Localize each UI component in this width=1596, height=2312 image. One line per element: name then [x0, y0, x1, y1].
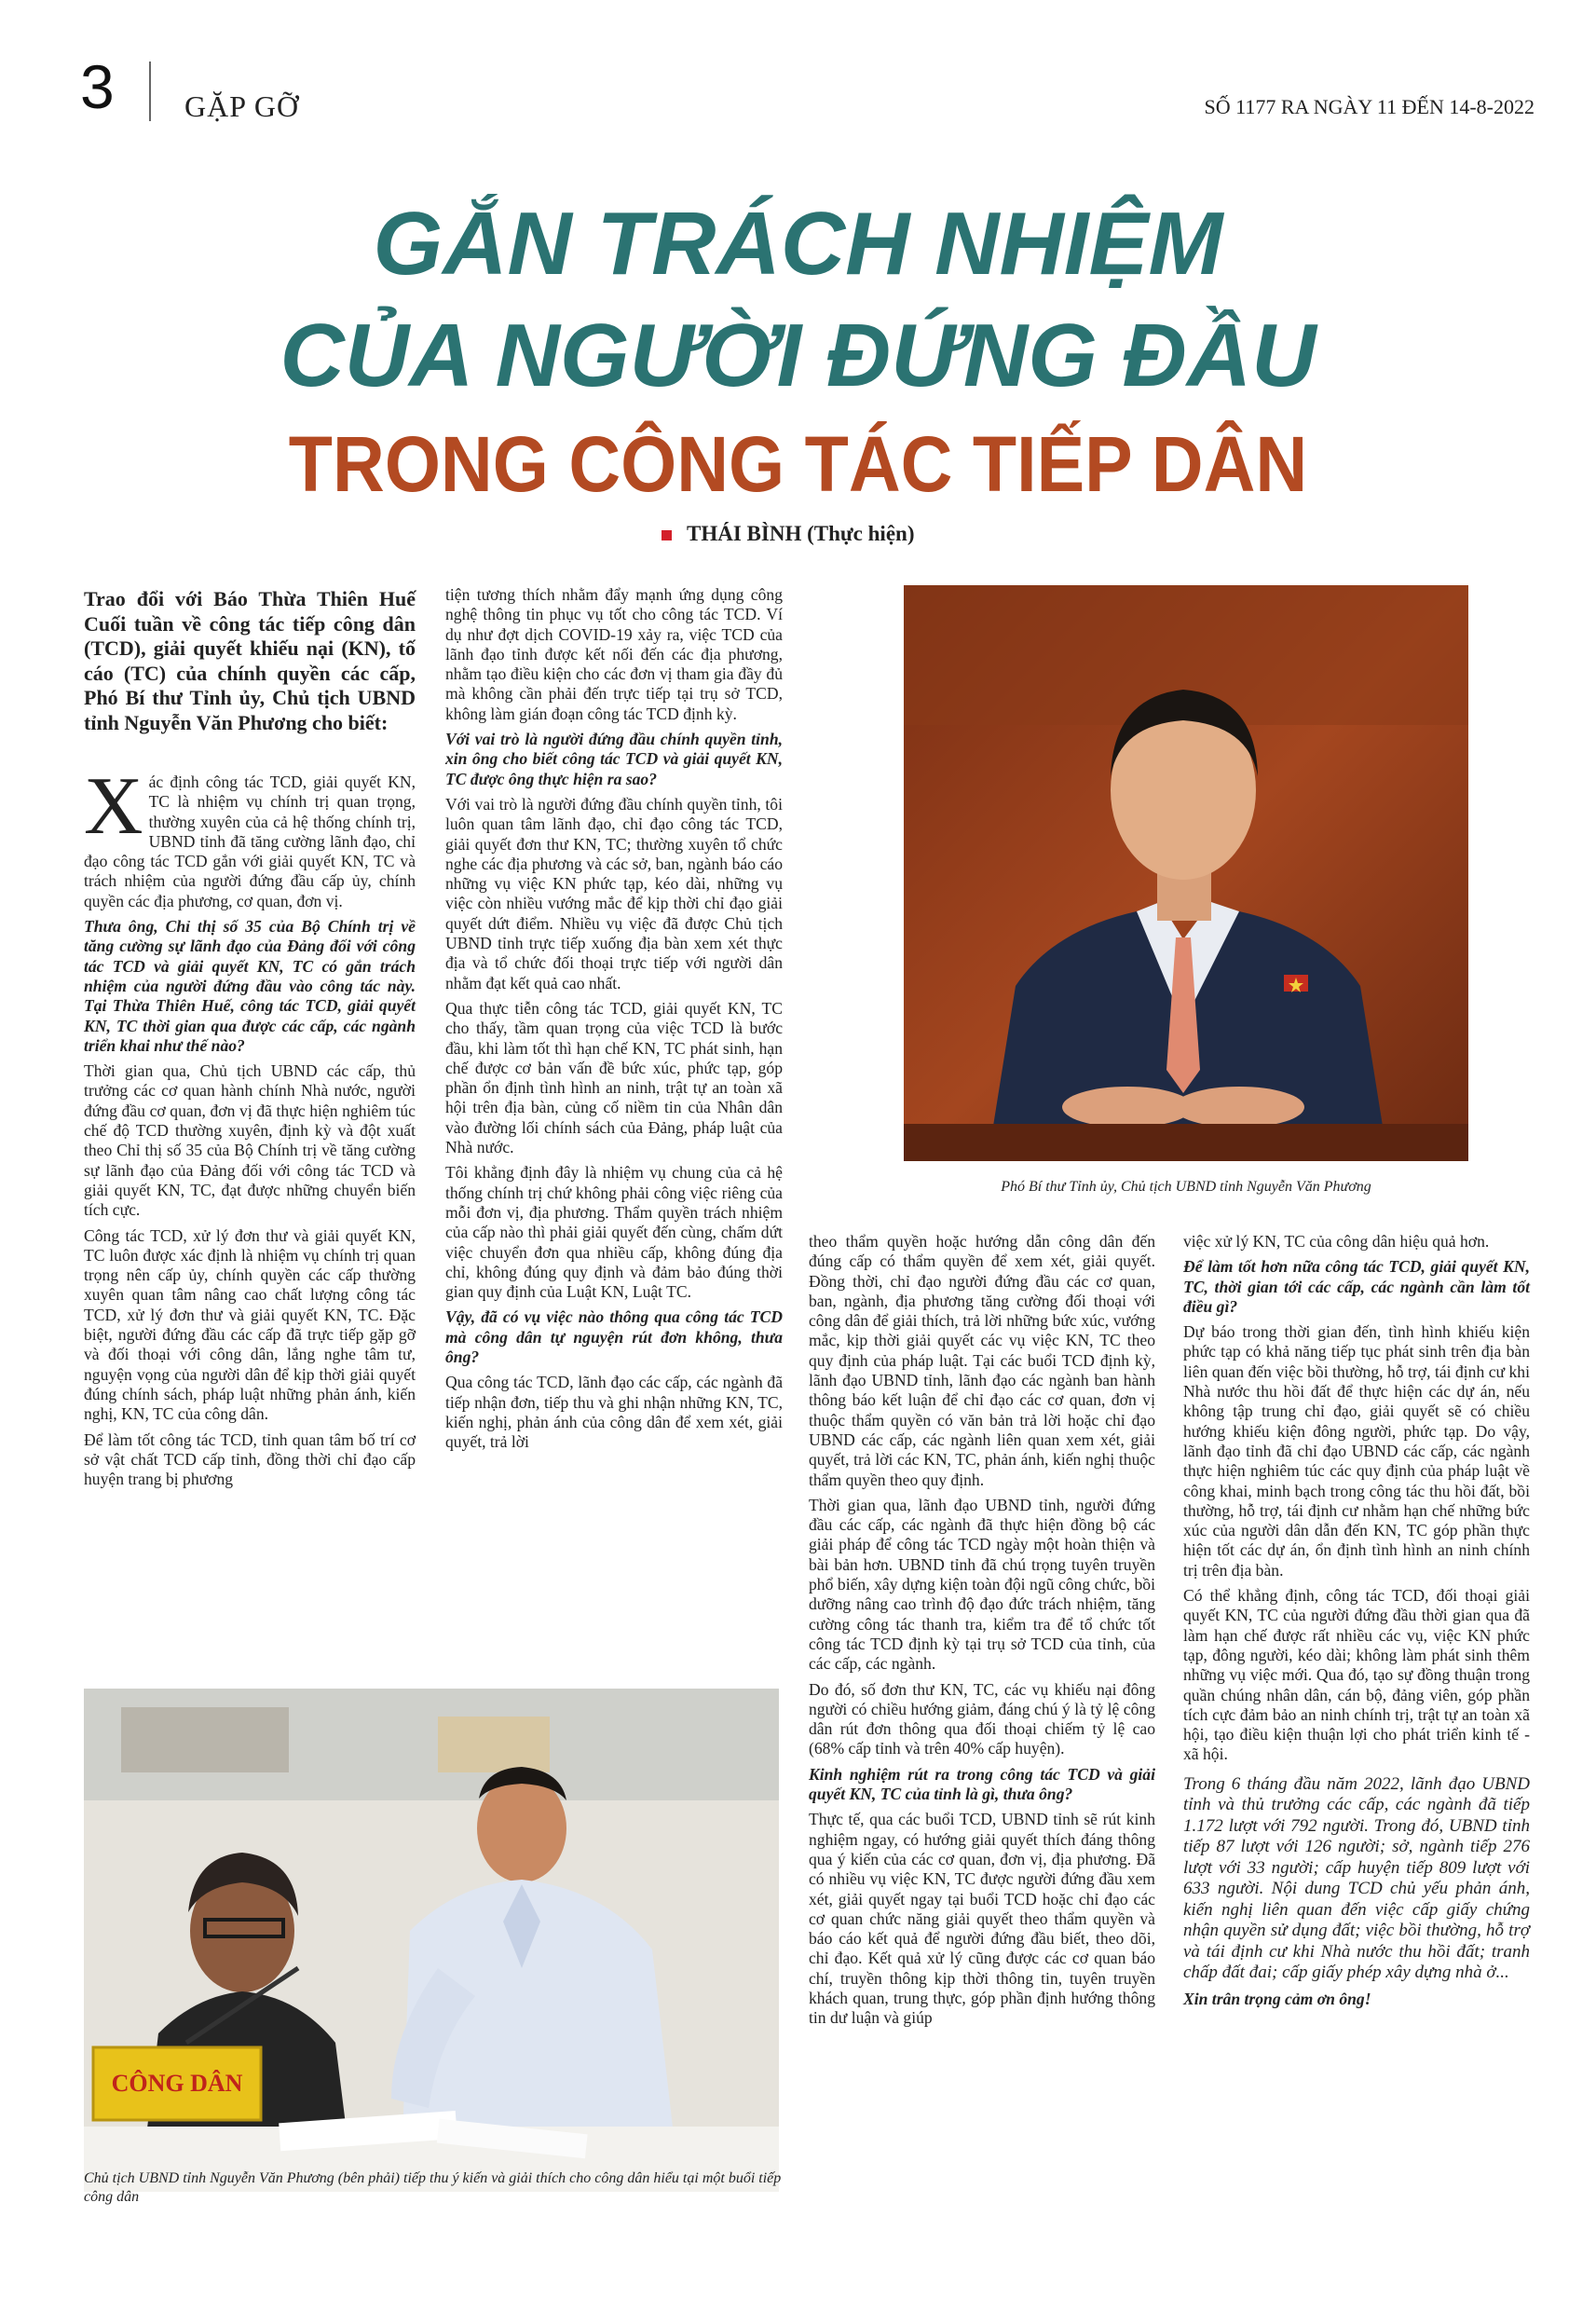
article-column-1	[84, 587, 416, 1495]
question-3: Vậy, đã có vụ việc nào thông qua công tác TCD mà công dân tự nguyện rút đơn không, thưa ông?	[445, 1307, 783, 1366]
article-lead: Trao đổi với Báo Thừa Thiên Huế Cuối tuần về công tác tiếp công dân (TCD), giải quyết khiếu nại (KN), tố cáo (TC) của chính quyền các cấp, Phó Bí thư Tỉnh ủy, Chủ tịch UBND tỉnh Nguyễn Văn Phương cho biết:	[84, 587, 416, 734]
paragraph: Qua thực tiễn công tác TCD, giải quyết KN, TC cho thấy, tầm quan trọng của việc TCD là bước đầu, khi làm tốt thì hạn chế KN, TC phát sinh, hạn chế được cơ bản vấn đề bức xúc, phức tạp, góp phần ổn định tình hình an ninh, trật tự an toàn xã hội trên địa bàn, củng cố niềm tin của Nhân dân vào đường lối chính sách của Đảng, pháp luật của Nhà nước.	[445, 998, 783, 1157]
nameplate-label: CÔNG DÂN	[111, 2070, 243, 2097]
opening-paragraph	[84, 761, 416, 911]
question-5: Để làm tốt hơn nữa công tác TCD, giải quyết KN, TC, thời gian tới các cấp, các ngành cần làm tốt điều gì?	[1183, 1257, 1530, 1316]
portrait-photo	[904, 585, 1468, 1161]
paragraph: Với vai trò là người đứng đầu chính quyền tỉnh, tôi luôn quan tâm lãnh đạo, chỉ đạo công tác TCD, giải quyết đơn thư KN, TC; thường xuyên tổ chức nghe các địa phương và các sở, ban, ngành báo cáo những vụ việc KN phức tạp, kéo dài, những vụ việc còn nhiều vướng mắc để kịp thời chỉ đạo giải quyết dứt điểm. Nhiều vụ việc đã được Chủ tịch UBND tỉnh trực tiếp xuống địa bàn xem xét thực địa và tổ chức đối thoại trực tiếp với người dân nhằm đạt kết quả cao nhất.	[445, 794, 783, 992]
portrait-illustration	[904, 585, 1468, 1161]
paragraph: Thời gian qua, lãnh đạo UBND tỉnh, người đứng đầu các cấp, các ngành đã thực hiện đồng bộ các giải pháp để công tác TCD ngày một hoàn thiện và bài bản hơn. UBND tỉnh đã chú trọng tuyên truyền phổ biến, xây dựng kiện toàn đội ngũ công chức, bồi dưỡng nâng cao trình độ đạo đức trách nhiệm, tăng cường công tác thanh tra, kiểm tra để tổ chức tốt công tác TCD định kỳ tại trụ sở TCD của tỉnh, của các cấp, các ngành.	[809, 1495, 1155, 1674]
question-1: Thưa ông, Chỉ thị số 35 của Bộ Chính trị về tăng cường sự lãnh đạo của Đảng đối với công tác TCD và giải quyết KN, TC có gắn trách nhiệm của người đứng đầu vào công tác này. Tại Thừa Thiên Huế, công tác TCD, giải quyết KN, TC thời gian qua được các cấp, các ngành triển khai như thế nào?	[84, 917, 416, 1055]
article-column-3	[809, 1232, 1155, 2034]
paragraph: Công tác TCD, xử lý đơn thư và giải quyết KN, TC luôn được xác định là nhiệm vụ chính trị quan trọng nên cấp ủy, chính quyền các cấp thường xuyên quan tâm nâng cao chất lượng công tác TCD, xử lý đơn thư và giải quyết KN, TC. Đặc biệt, người đứng đầu các cấp đã trực tiếp gặp gỡ và đối thoại với công dân, lắng nghe tâm tư, nguyện vọng của người dân để kịp thời giải quyết đúng chính sách, pháp luật những phản ánh, kiến nghị, KN, TC của công dân.	[84, 1225, 416, 1424]
paragraph: tiện tương thích nhằm đẩy mạnh ứng dụng công nghệ thông tin phục vụ tốt cho công tác TCD. Ví dụ như đợt dịch COVID-19 xảy ra, việc TCD của lãnh đạo tỉnh được kết nối đến các địa phương, nhằm tạo điều kiện cho các đơn vị tham gia đầy đủ mà không cần phải đến trực tiếp tại trụ sở TCD, không làm gián đoạn công tác TCD định kỳ.	[445, 585, 783, 723]
paragraph: Thời gian qua, Chủ tịch UBND các cấp, thủ trưởng các cơ quan hành chính Nhà nước, người đứng đầu cơ quan, đơn vị đã thực hiện nghiêm túc chế độ TCD thường xuyên, định kỳ và đột xuất theo Chỉ thị số 35 của Bộ Chính trị về tăng cường sự lãnh đạo của Đảng đối với công tác TCD và giải quyết KN, TC, đạt được những chuyển biến tích cực.	[84, 1061, 416, 1220]
issue-info: SỐ 1177 RA NGÀY 11 ĐẾN 14-8-2022	[1204, 95, 1535, 118]
question-2: Với vai trò là người đứng đầu chính quyền tỉnh, xin ông cho biết công tác TCD và giải quyết KN, TC được ông thực hiện ra sao?	[445, 730, 783, 788]
paragraph: Do đó, số đơn thư KN, TC, các vụ khiếu nại đông người có chiều hướng giảm, đáng chú ý là tỷ lệ công dân rút đơn thông qua đối thoại chiếm tỷ lệ cao (68% cấp tỉnh và trên 40% cấp huyện).	[809, 1679, 1155, 1758]
paragraph: Thực tế, qua các buổi TCD, UBND tỉnh sẽ rút kinh nghiệm ngay, có hướng giải quyết thích đáng thông qua ý kiến của các cơ quan, đơn vị, địa phương. Đã có nhiều vụ việc KN, TC được người đứng đầu xem xét, giải quyết ngay tại buổi TCD hoặc chỉ đạo các cơ quan chức năng giải quyết theo thẩm quyền và báo cáo kết quả để người đứng đầu biết, theo dõi, chỉ đạo. Kết quả xử lý cũng được các cơ quan báo chí, truyền thông kịp thời thông tin, tuyên truyền khách quan, trung thực, góp phần định hướng thông tin dư luận và giúp	[809, 1810, 1155, 2028]
header-divider	[149, 62, 151, 121]
article-column-4	[1183, 1232, 1530, 2015]
section-name: GẶP GỠ	[184, 89, 300, 123]
paragraph: theo thẩm quyền hoặc hướng dẫn công dân đến đúng cấp có thẩm quyền để xem xét, giải quyết. Đồng thời, chỉ đạo người đứng đầu các cơ quan, ban, ngành, địa phương tăng cường đối thoại với công dân để giải thích, trả lời những bức xúc, vướng mắc, kịp thời giải quyết các vụ việc KN, TC theo quy định của pháp luật. Tại các buổi TCD định kỳ, lãnh đạo UBND tỉnh, lãnh đạo các ngành ban hành thông báo kết luận để chỉ đạo các cơ quan, đơn vị thuộc thẩm quyền có văn bản trả lời hoặc chỉ đạo UBND các cấp, các ngành liên quan xem xét, giải quyết, trả lời các KN, TC, phản ánh, kiến nghị thuộc thẩm quyền theo quy định.	[809, 1232, 1155, 1489]
paragraph: Có thể khẳng định, công tác TCD, đối thoại giải quyết KN, TC của người đứng đầu thời gian qua đã làm hạn chế được rất nhiều các vụ, việc KN phức tạp, đông người, kéo dài; không làm phát sinh thêm những vụ việc mới. Qua đó, tạo sự đồng thuận trong quần chúng nhân dân, cán bộ, đảng viên, góp phần tích cực đảm bảo an ninh chính trị, trật tự an toàn xã hội, tạo điều kiện thuận lợi cho phát triển kinh tế - xã hội.	[1183, 1586, 1530, 1764]
opening-text: ác định công tác TCD, giải quyết KN, TC là nhiệm vụ chính trị quan trọng, thường xuyên của cả hệ thống chính trị, UBND tỉnh đã tăng cường lãnh đạo, chỉ đạo công tác TCD gắn với giải quyết KN, TC và trách nhiệm của người đứng đầu cấp ủy, chính quyền các địa phương, cơ quan, đơn vị.	[84, 773, 416, 910]
statistics-box: Trong 6 tháng đầu năm 2022, lãnh đạo UBND tỉnh và thủ trưởng các cấp, các ngành đã tiếp 1.172 lượt với 792 người. Trong đó, UBND tỉnh tiếp 87 lượt với 126 người; sở, ngành tiếp 276 lượt với 33 người; cấp huyện tiếp 809 lượt với 633 người. Nội dung TCD chủ yếu phản ánh, kiến nghị liên quan đến việc cấp giấy chứng nhận quyền sử dụng đất; việc bồi thường, hỗ trợ và tái định cư khi Nhà nước thu hồi đất; tranh chấp đất đai; cấp giấy phép xây dựng nhà ở...	[1183, 1773, 1530, 1983]
meeting-caption: Chủ tịch UBND tỉnh Nguyễn Văn Phương (bên phải) tiếp thu ý kiến và giải thích cho công dân hiểu tại một buổi tiếp công dân	[84, 2170, 782, 2205]
paragraph: Dự báo trong thời gian đến, tình hình khiếu kiện phức tạp có khả năng tiếp tục phát sinh trên địa bàn liên quan đến việc bồi thường, hỗ trợ, tái định cư khi Nhà nước thu hồi đất để thực hiện các dự án, nếu không tập trung chỉ đạo, giải quyết sẽ có chiều hướng khiếu kiện đông người, phức tạp. Do vậy, lãnh đạo tỉnh đã chỉ đạo UBND các cấp, các ngành thực hiện nghiêm túc các quy định của pháp luật về công khai, minh bạch trong công tác thu hồi đất, bồi thường, hỗ trợ, tái định cư nhằm hạn chế những bức xúc của người dân dẫn đến KN, TC góp phần thực hiện tốt các dự án, ổn định tình hình an ninh chính trị trên địa bàn.	[1183, 1322, 1530, 1580]
byline-text: THÁI BÌNH (Thực hiện)	[687, 522, 915, 545]
article-column-2	[445, 585, 783, 1457]
closing-thanks: Xin trân trọng cảm ơn ông!	[1183, 1989, 1371, 2008]
headline-line-3: TRONG CÔNG TÁC TIẾP DÂN	[288, 420, 1308, 508]
byline-square-icon	[662, 530, 672, 540]
drop-cap: X	[84, 761, 143, 852]
meeting-photo	[84, 1689, 779, 2192]
headline-line-2: CỦA NGƯỜI ĐỨNG ĐẦU	[280, 306, 1316, 405]
byline	[662, 522, 914, 546]
paragraph: Để làm tốt công tác TCD, tỉnh quan tâm bố trí cơ sở vật chất TCD cấp tỉnh, đồng thời chỉ đạo cấp huyện trang bị phương	[84, 1430, 416, 1489]
portrait-caption: Phó Bí thư Tỉnh ủy, Chủ tịch UBND tỉnh Nguyễn Văn Phương	[1001, 1179, 1371, 1195]
headline-line-1: GẮN TRÁCH NHIỆM	[373, 194, 1223, 294]
paragraph: việc xử lý KN, TC của công dân hiệu quả hơn.	[1183, 1232, 1490, 1251]
paragraph: Qua công tác TCD, lãnh đạo các cấp, các ngành đã tiếp nhận đơn, tiếp thu và ghi nhận những KN, TC, kiến nghị, phản ánh của công dân để xem xét, giải quyết, trả lời	[445, 1373, 783, 1452]
paragraph: Tôi khẳng định đây là nhiệm vụ chung của cả hệ thống chính trị chứ không phải công việc riêng của mỗi đơn vị, địa phương. Thẩm quyền trách nhiệm của cấp nào thì phải giải quyết đến cùng, chấm dứt việc chuyển đơn qua nhiều cấp, không đúng địa chỉ, không đúng quy định và đảm bảo đúng thời gian quy định của Luật KN, Luật TC.	[445, 1163, 783, 1302]
page-number: 3	[80, 52, 115, 121]
question-4: Kinh nghiệm rút ra trong công tác TCD và giải quyết KN, TC của tỉnh là gì, thưa ông?	[809, 1764, 1155, 1804]
